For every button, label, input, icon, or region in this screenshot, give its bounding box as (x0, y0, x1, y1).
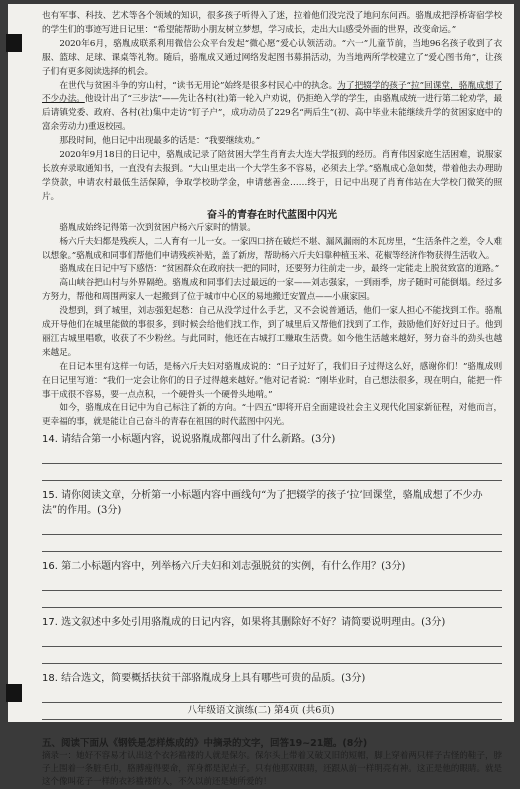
part-heading: 五、阅读下面从《钢铁是怎样炼成的》中摘录的文字，回答19~21题。(8分) (42, 738, 368, 750)
reading-passage: 摘录一：她好不容易才认出这个衣衫褴褛的人就是保尔。保尔头上带着又破又旧的短帽，脚上穿着两只样子古怪的鞋子，脖子上围着一条脏毛巾，胳膊瘦得要命，浑身都是泥点子。只有他那双眼睛，还跟从前一样明亮有神。这正是他的眼睛。就是这个像叫花子一样的衣衫褴褛的人，不久以前还是她所爱的！ (42, 751, 502, 788)
question-text: 选文叙述中多处引用骆胤成的日记内容，如果将其删除好不好？请简要说明理由。(3分) (61, 617, 446, 629)
body-paragraph: 如今，骆胤成在日记中为自己标注了新的方向。“十四五”即将开启全面建设社会主义现代化国家新征程，对他而言，更幸福的事，就是能让自己奋斗的青春在祖国的时代蓝图中闪光。 (42, 403, 502, 428)
answer-line[interactable] (42, 534, 502, 535)
body-paragraph (42, 80, 502, 136)
answer-line[interactable] (42, 463, 502, 464)
binding-mark (6, 34, 22, 52)
binding-mark (6, 684, 22, 702)
question-text: 请结合第一小标题内容，说说骆胤成都闯出了什么新路。(3分) (61, 434, 336, 446)
section-heading: 奋斗的青春在时代蓝图中闪光 (207, 209, 337, 221)
answer-line[interactable] (42, 590, 502, 591)
body-paragraph: 也有军事、科技、艺术等各个领域的知识，很多孩子听得入了迷，拉着他们没完没了地问东问西。骆胤成把浮桥寄宿学校的学生们的事迹写进日记里：“希望能帮助小朋友树立梦想，学习成长，走出大山感受外面的世界，改变命运。” (42, 11, 502, 35)
question-text: 请你阅读文章，分析第一小标题内容中画线句“为了把辍学的孩子‘拉’回课堂，骆胤成想了不少办法”的作用。(3分) (42, 490, 483, 517)
answer-line[interactable] (42, 646, 502, 647)
page-footer: 八年级语文演练(二) 第4页 (共6页) (187, 705, 335, 716)
sentence: 在世代与贫困斗争的穷山村，“读书无用论”始终是很多村民心中的执念。 (59, 80, 338, 91)
question-text: 第二小标题内容中，列举杨六斤夫妇和刘志强脱贫的实例，有什么作用？(3分) (61, 561, 406, 573)
body-paragraph: 骆胤成始终记得第一次到贫困户杨六斤家时的情景。 (59, 222, 256, 233)
question-item (42, 432, 502, 447)
body-paragraph: 2020年6月，骆胤成联系利用微信公众平台发起“微心愿”爱心认领活动。“六一”儿童节前，当地96名孩子收到了衣服、篮球、足球、课桌等礼物。随后，骆胤成又通过网络发起图书募捐活动，为当地两所学校建立了“爱心图书角”，让孩子们有更多阅读选择的机会。 (42, 38, 502, 77)
question-number: 17. (42, 617, 58, 629)
question-number: 16. (42, 561, 58, 573)
question-list (42, 432, 502, 725)
page-content (42, 10, 502, 789)
underlined-sentence: 为了把辍学的孩子“拉”回课堂，骆胤成想了不少办法。 (42, 80, 502, 105)
body-paragraph: 杨六斤夫妇都是残疾人，二人育有一儿一女。一家四口挤在破烂不堪、漏风漏雨的木瓦房里，“生活条件之差，令人难以想象。”骆胤成和同事们帮他们申请残疾补贴，盖了新房，帮助杨六斤夫妇靠种植玉米、花椒等经济作物获得生活收入。 (42, 236, 502, 261)
question-item (42, 559, 502, 574)
question-item (42, 488, 502, 518)
question-text: 结合选文，简要概括扶贫干部骆胤成身上具有哪些可贵的品质。(3分) (61, 673, 366, 685)
body-paragraph: 2020年9月18日的日记中，骆胤成记录了陪贫困大学生肖育去大连大学报到的经历。肖育伟因家庭生活困难，说服家长放弃录取通知书，一直没有去报到。“大山里走出一个大学生多不容易，必须去上学。”骆胤成心急如焚，带着他去办理助学贷款，申请农村最低生活保障，争取学校助学金，申请慈善金……终于，日记中出现了肖育伟站在大学校门微笑的照片。 (42, 150, 502, 202)
section-body (42, 222, 502, 431)
exam-page (8, 4, 514, 788)
body-paragraph: 骆胤成在日记中写下感悟：“贫困群众在政府扶一把的同时，还要努力往前走一步，最终一定能走上脱贫致富的道路。” (59, 264, 500, 275)
body-paragraph: 在日记本里有这样一句话，是杨六斤夫妇对骆胤成说的：“日子过好了，我们日子过得这么好，感谢你们！”骆胤成则在日记里写道：“我们一定会让你们的日子过得越来越好。”他对记者说：“刚毕业时，自己想法很多，现在明白，能把一件事干成很不容易，要一点点积，一个硬骨头一个硬骨头地啃。” (42, 361, 502, 400)
sentence: 他设计出了“三步法”——先让各村(社)第一轮入户劝说，仍拒绝入学的学生，由骆胤成统一进行第二轮劝学，最后请镇党委、政府、各村(社)集中走访“钉子户”，成功动员了229名“两后生”(初、高中毕业未能继续升学的贫困家庭中的富余劳动力)重返校园。 (42, 94, 502, 133)
question-number: 15. (42, 490, 58, 502)
body-paragraph: 那段时间，他日记中出现最多的话是：“我要继续劝。” (59, 136, 260, 147)
question-number: 18. (42, 673, 58, 685)
body-paragraph: 没想到，到了城里，刘志强犯起愁：自己从没学过什么手艺，又不会说普通话，他们一家人担心不能找到工作。骆胤成开导他们在城里能做的事很多，到时候会给他们找工作，到了城里后又帮他们找到了工作，鼓励他们好好过日子。他到丽江古城里唱歌，收获了不少粉丝。与此同时，他还在古城打工赚取生活费。如今他生活越来越好，努力奋斗的劲头也越来越足。 (42, 306, 502, 358)
question-number: 14. (42, 434, 58, 446)
question-item (42, 671, 502, 686)
question-item (42, 615, 502, 630)
body-paragraph: 高山峡谷把山村与外界隔绝。骆胤成和同事们去过最远的一家——刘志强家，一到雨季，房子随时可能倒塌。经过多方努力，帮他和周围两家人一起搬到了位于城市中心区的易地搬迁安置点——小康家园。 (42, 278, 502, 303)
